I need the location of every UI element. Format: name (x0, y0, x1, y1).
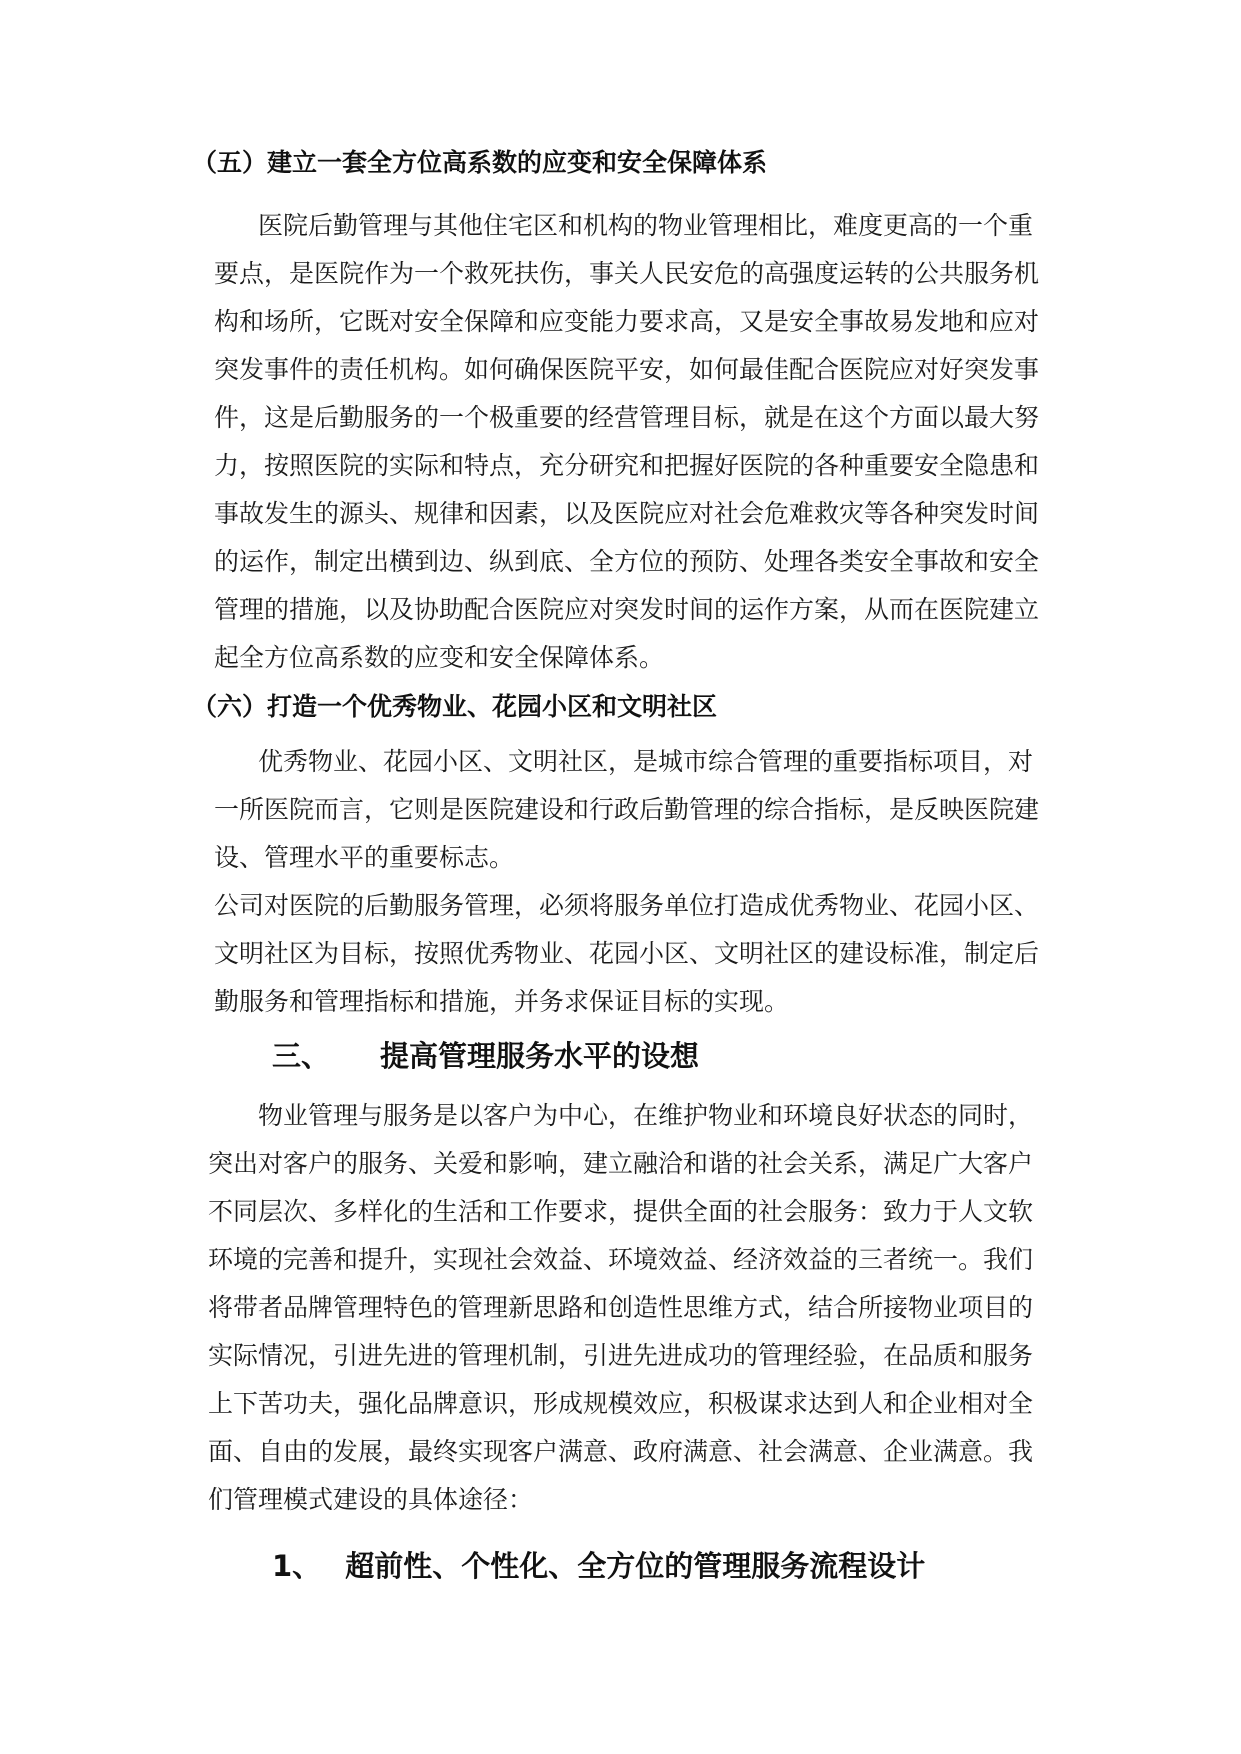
part-3-line: 将带者品牌管理特色的管理新思路和创造性思维方式，结合所接物业项目的 (208, 1293, 1034, 1322)
section-6-line: 设、管理水平的重要标志。 (214, 843, 515, 872)
section-5-line: 突发事件的责任机构。如何确保医院平安，如何最佳配合医院应对好突发事 (214, 355, 1040, 384)
part-3-number: 三、 (272, 1039, 331, 1073)
section-5-heading: （五）建立一套全方位高系数的应变和安全保障体系 (192, 148, 768, 177)
part-3-title (272, 1038, 699, 1074)
section-6-line: 一所医院而言，它则是医院建设和行政后勤管理的综合指标，是反映医院建 (214, 795, 1040, 824)
part-3-line: 们管理模式建设的具体途径： (208, 1485, 534, 1514)
part-3-line: 物业管理与服务是以客户为中心，在维护物业和环境良好状态的同时， (258, 1101, 1034, 1130)
section-5-line: 事故发生的源头、规律和因素，以及医院应对社会危难救灾等各种突发时间 (214, 499, 1040, 528)
part-3-title-text: 提高管理服务水平的设想 (380, 1039, 700, 1073)
part-3-line: 上下苦功夫，强化品牌意识，形成规模效应，积极谋求达到人和企业相对全 (208, 1389, 1034, 1418)
section-5-line: 医院后勤管理与其他住宅区和机构的物业管理相比，难度更高的一个重 (258, 211, 1034, 240)
section-6-heading: （六）打造一个优秀物业、花园小区和文明社区 (192, 692, 718, 721)
subsection-1-title-text: 超前性、个性化、全方位的管理服务流程设计 (345, 1549, 926, 1583)
section-6-line: 文明社区为目标，按照优秀物业、花园小区、文明社区的建设标准，制定后 (214, 939, 1040, 968)
part-3-line: 环境的完善和提升，实现社会效益、环境效益、经济效益的三者统一。我们 (208, 1245, 1034, 1274)
section-5-line: 的运作，制定出横到边、纵到底、全方位的预防、处理各类安全事故和安全 (214, 547, 1040, 576)
part-3-line: 实际情况，引进先进的管理机制，引进先进成功的管理经验，在品质和服务 (208, 1341, 1034, 1370)
section-6-line: 优秀物业、花园小区、文明社区，是城市综合管理的重要指标项目，对 (258, 747, 1034, 776)
part-3-line: 不同层次、多样化的生活和工作要求，提供全面的社会服务：致力于人文软 (208, 1197, 1034, 1226)
section-6-line: 勤服务和管理指标和措施，并务求保证目标的实现。 (214, 987, 790, 1016)
part-3-line: 突出对客户的服务、关爱和影响，建立融洽和谐的社会关系，满足广大客户 (208, 1149, 1034, 1178)
section-5-line: 力，按照医院的实际和特点，充分研究和把握好医院的各种重要安全隐患和 (214, 451, 1040, 480)
subsection-1-title (272, 1548, 925, 1584)
section-5-line: 件，这是后勤服务的一个极重要的经营管理目标，就是在这个方面以最大努 (214, 403, 1040, 432)
section-5-line: 起全方位高系数的应变和安全保障体系。 (214, 643, 665, 672)
subsection-1-number: 1、 (272, 1549, 322, 1583)
section-5-line: 要点，是医院作为一个救死扶伤，事关人民安危的高强度运转的公共服务机 (214, 259, 1040, 288)
section-6-line: 公司对医院的后勤服务管理，必须将服务单位打造成优秀物业、花园小区、 (214, 891, 1040, 920)
part-3-line: 面、自由的发展，最终实现客户满意、政府满意、社会满意、企业满意。我 (208, 1437, 1034, 1466)
section-5-line: 构和场所，它既对安全保障和应变能力要求高，又是安全事故易发地和应对 (214, 307, 1040, 336)
section-5-line: 管理的措施，以及协助配合医院应对突发时间的运作方案，从而在医院建立 (214, 595, 1040, 624)
